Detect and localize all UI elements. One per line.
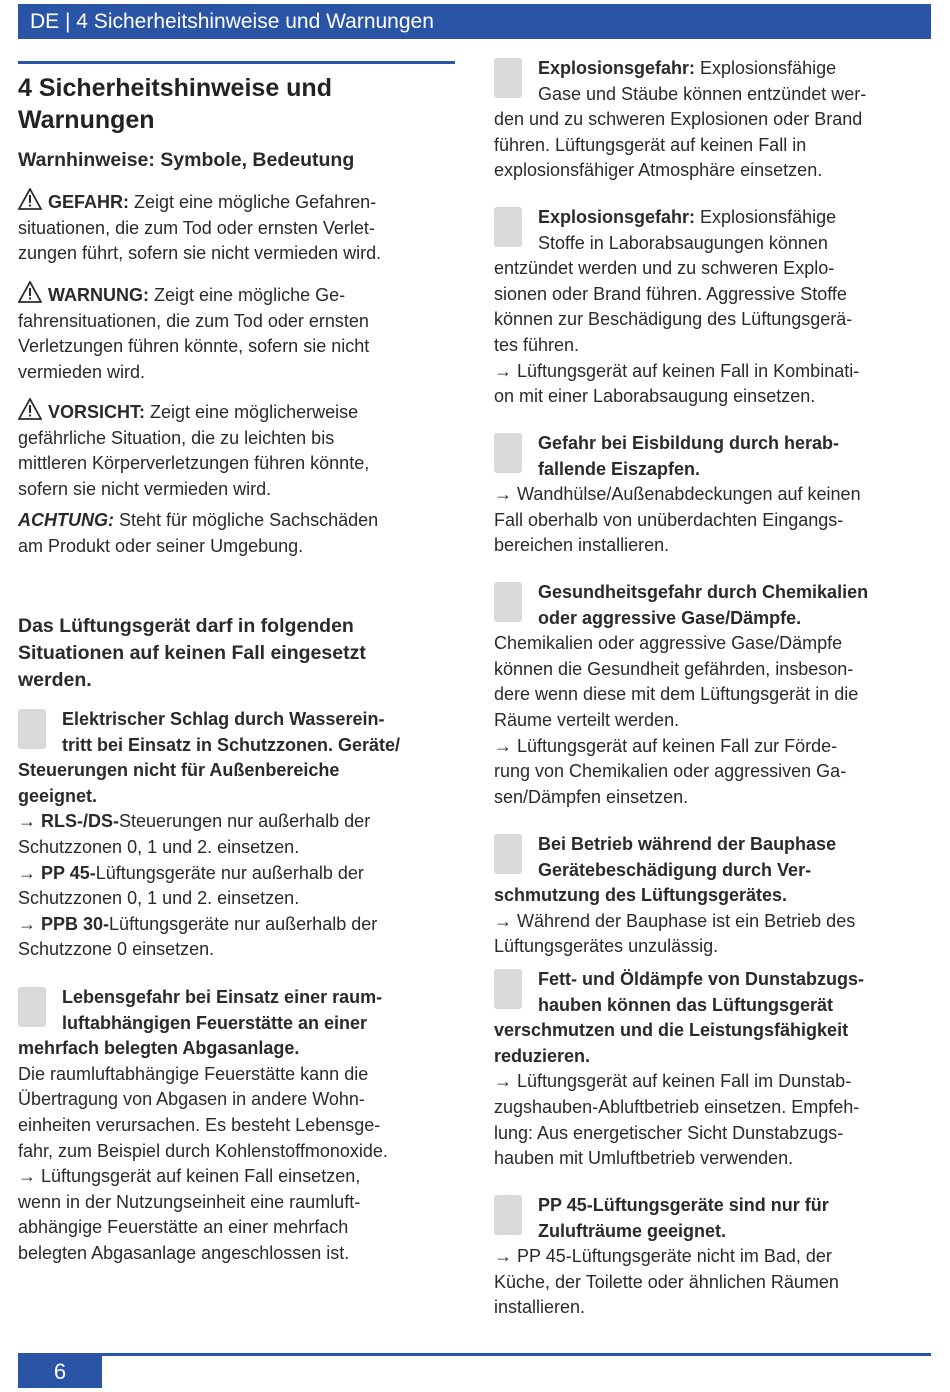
situations-heading-3: werden. xyxy=(18,669,92,691)
fett-heading-3: verschmutzen und die Leistungsfähigkeit xyxy=(494,1020,849,1041)
gefahr-text-2: situationen, die zum Tod oder ernsten Verlet- xyxy=(18,217,375,238)
explosion1-text-2: Gase und Stäube können entzündet wer- xyxy=(538,83,867,104)
eis-text-1: Wandhülse/Außenabdeckungen auf keinen xyxy=(512,484,861,505)
elektrisch-heading-4: geeignet. xyxy=(18,785,98,806)
vorsicht-text-3: mittleren Körperverletzungen führen könnte, xyxy=(18,453,370,474)
elektrisch-heading-2: tritt bei Einsatz in Schutzzonen. Geräte/ xyxy=(62,734,401,755)
explosion2-text-7: Lüftungsgerät auf keinen Fall in Kombinati- xyxy=(512,360,860,381)
warnung-text-2: fahrensituationen, die zum Tod oder ernsten xyxy=(18,310,369,331)
pp45-heading-1: PP 45-Lüftungsgeräte sind nur für xyxy=(538,1195,829,1215)
explosion2-text-1: Explosionsfähige xyxy=(695,207,837,227)
warning-symbol-placeholder-icon xyxy=(494,433,522,473)
gefahr-text-1: Zeigt eine mögliche Gefahren- xyxy=(129,192,377,212)
elektrisch-heading-3: Steuerungen nicht für Außenbereiche xyxy=(18,760,340,781)
eis-text-2: Fall oberhalb von unüberdachten Eingangs- xyxy=(494,509,844,530)
explosion2-text-6: tes führen. xyxy=(494,334,580,355)
warning-symbol-placeholder-icon xyxy=(494,58,522,98)
warning-triangle-icon xyxy=(18,281,42,303)
explosion1-text-4: führen. Lüftungsgerät auf keinen Fall in xyxy=(494,134,807,155)
fett-text-1: Lüftungsgerät auf keinen Fall im Dunstab- xyxy=(512,1071,852,1092)
pp45-heading-2: Zulufträume geeignet. xyxy=(538,1220,727,1241)
lebensgefahr-text-8: belegten Abgasanlage angeschlossen ist. xyxy=(18,1242,350,1263)
arrow-icon: → xyxy=(18,811,36,832)
warning-symbol-placeholder-icon xyxy=(18,709,46,749)
warning-triangle-icon xyxy=(18,398,42,420)
gefahr-paragraph xyxy=(18,188,455,267)
chemikalien-text-3: dere wenn diese mit dem Lüftungsgerät in die xyxy=(494,684,859,705)
pp45-text-2: Küche, der Toilette oder ähnlichen Räumen xyxy=(494,1271,839,1292)
warning-symbol-placeholder-icon xyxy=(494,582,522,622)
lebensgefahr-text-7: abhängige Feuerstätte an einer mehrfach xyxy=(18,1217,349,1238)
rls-ds-text: Steuerungen nur außerhalb der xyxy=(119,811,371,832)
warning-symbol-placeholder-icon xyxy=(494,834,522,874)
chapter-title xyxy=(18,72,455,136)
arrow-icon: → xyxy=(18,1166,36,1187)
warnung-label: WARNUNG: xyxy=(48,285,149,305)
explosion2-text-8: on mit einer Laborabsaugung einsetzen. xyxy=(494,386,816,407)
explosion2-text-2: Stoffe in Laborabsaugungen können xyxy=(538,232,828,253)
chemikalien-heading-2: oder aggressive Gase/Dämpfe. xyxy=(538,607,802,628)
warning-symbol-placeholder-icon xyxy=(494,969,522,1009)
footer-rule xyxy=(18,1353,931,1356)
explosion2-label: Explosionsgefahr: xyxy=(538,207,696,227)
explosion2-block xyxy=(494,205,931,410)
situations-heading-2: Situationen auf keinen Fall eingesetzt xyxy=(18,642,366,664)
explosion1-text-3: den und zu schweren Explosionen oder Brand xyxy=(494,109,863,130)
chemikalien-block xyxy=(494,580,931,810)
lebensgefahr-text-5: Lüftungsgerät auf keinen Fall einsetzen, xyxy=(36,1166,361,1187)
chemikalien-text-4: Räume verteilt werden. xyxy=(494,709,680,730)
chemikalien-heading-1: Gesundheitsgefahr durch Chemikalien xyxy=(538,582,869,602)
ppb30-text-2: Schutzzone 0 einsetzen. xyxy=(18,939,215,960)
fett-heading-1: Fett- und Öldämpfe von Dunstabzugs- xyxy=(538,969,864,989)
achtung-paragraph xyxy=(18,508,455,559)
lebensgefahr-heading-1: Lebensgefahr bei Einsatz einer raum- xyxy=(62,987,383,1007)
bauphase-heading-1: Bei Betrieb während der Bauphase xyxy=(538,834,837,854)
page-header xyxy=(18,4,931,39)
eis-text-3: bereichen installieren. xyxy=(494,535,670,556)
fett-text-2: zugshauben-Abluftbetrieb einsetzen. Empfeh- xyxy=(494,1096,860,1117)
explosion1-text-1: Explosionsfähige xyxy=(695,58,837,78)
explosion2-text-5: können zur Beschädigung des Lüftungsgerä- xyxy=(494,309,853,330)
lebensgefahr-block xyxy=(18,985,455,1267)
chemikalien-text-2: können die Gesundheit gefährden, insbeson- xyxy=(494,658,854,679)
warnung-paragraph xyxy=(18,281,455,385)
lebensgefahr-text-6: wenn in der Nutzungseinheit eine raumluft- xyxy=(18,1191,361,1212)
lebensgefahr-text-2: Übertragung von Abgasen in andere Wohn- xyxy=(18,1089,365,1110)
warning-symbol-placeholder-icon xyxy=(18,987,46,1027)
fett-block xyxy=(494,967,931,1172)
achtung-label: ACHTUNG: xyxy=(18,510,114,530)
fett-heading-2: hauben können das Lüftungsgerät xyxy=(538,994,834,1015)
achtung-text-2: am Produkt oder seiner Umgebung. xyxy=(18,535,304,556)
page-number xyxy=(18,1356,102,1388)
explosion2-text-4: sionen oder Brand führen. Aggressive Stoffe xyxy=(494,283,847,304)
arrow-icon: → xyxy=(494,484,512,505)
warning-triangle-icon xyxy=(18,188,42,210)
arrow-icon: → xyxy=(18,913,36,934)
rls-ds-text-2: Schutzzonen 0, 1 und 2. einsetzen. xyxy=(18,836,300,857)
arrow-icon: → xyxy=(494,1246,512,1267)
arrow-icon: → xyxy=(494,1071,512,1092)
elektrisch-block xyxy=(18,707,455,963)
vorsicht-text-4: sofern sie nicht vermieden wird. xyxy=(18,478,272,499)
warning-symbol-placeholder-icon xyxy=(494,207,522,247)
achtung-text-1: Steht für mögliche Sachschäden xyxy=(114,510,379,530)
explosion1-block xyxy=(494,56,931,184)
warnung-text-3: Verletzungen führen könnte, sofern sie nicht xyxy=(18,336,370,357)
vorsicht-text-1: Zeigt eine möglicherweise xyxy=(145,402,359,422)
fett-text-4: hauben mit Umluftbetrieb verwenden. xyxy=(494,1148,794,1169)
pp45-text-1: PP 45-Lüftungsgeräte nicht im Bad, der xyxy=(512,1246,832,1267)
header-title: DE | 4 Sicherheitshinweise und Warnungen xyxy=(30,10,434,33)
arrow-icon: → xyxy=(18,862,36,883)
pp45-text-2: Schutzzonen 0, 1 und 2. einsetzen. xyxy=(18,888,300,909)
chemikalien-text-7: sen/Dämpfen einsetzen. xyxy=(494,786,689,807)
fett-heading-4: reduzieren. xyxy=(494,1045,591,1066)
warnung-text-4: vermieden wird. xyxy=(18,361,146,382)
situations-heading-1: Das Lüftungsgerät darf in folgenden xyxy=(18,615,354,637)
lebensgefahr-text-4: fahr, zum Beispiel durch Kohlenstoffmonoxide. xyxy=(18,1140,388,1161)
arrow-icon: → xyxy=(494,360,512,381)
bauphase-heading-3: schmutzung des Lüftungsgerätes. xyxy=(494,885,788,906)
chemikalien-text-1: Chemikalien oder aggressive Gase/Dämpfe xyxy=(494,633,843,654)
elektrisch-heading-1: Elektrischer Schlag durch Wasserein- xyxy=(62,709,385,729)
bauphase-text-1: Während der Bauphase ist ein Betrieb des xyxy=(512,910,856,931)
pp45-text-3: installieren. xyxy=(494,1297,586,1318)
vorsicht-label: VORSICHT: xyxy=(48,402,146,422)
situations-heading xyxy=(18,613,455,694)
explosion1-text-5: explosionsfähiger Atmosphäre einsetzen. xyxy=(494,160,823,181)
vorsicht-paragraph xyxy=(18,398,455,502)
eis-heading-2: fallende Eiszapfen. xyxy=(538,458,701,479)
arrow-icon: → xyxy=(494,910,512,931)
section-rule xyxy=(18,61,455,64)
fett-text-3: lung: Aus energetischer Sicht Dunstabzugs- xyxy=(494,1122,844,1143)
pp45-block xyxy=(494,1193,931,1321)
eis-heading-1: Gefahr bei Eisbildung durch herab- xyxy=(538,433,840,453)
warning-symbol-placeholder-icon xyxy=(494,1195,522,1235)
ppb30-text: Lüftungsgeräte nur außerhalb der xyxy=(109,913,378,934)
explosion2-text-3: entzündet werden und zu schweren Explo- xyxy=(494,258,835,279)
page-number-text: 6 xyxy=(53,1359,67,1384)
rls-ds-label: RLS-/DS- xyxy=(41,811,120,832)
lebensgefahr-heading-2: luftabhängigen Feuerstätte an einer xyxy=(62,1012,368,1033)
eis-block xyxy=(494,431,931,559)
bauphase-block xyxy=(494,832,931,960)
vorsicht-text-2: gefährliche Situation, die zu leichten bis xyxy=(18,427,335,448)
gefahr-label: GEFAHR: xyxy=(48,192,129,212)
explosion1-label: Explosionsgefahr: xyxy=(538,58,696,78)
lebensgefahr-text-1: Die raumluftabhängige Feuerstätte kann die xyxy=(18,1063,369,1084)
gefahr-text-3: zungen führt, sofern sie nicht vermieden wird. xyxy=(18,243,382,264)
pp45-label: PP 45- xyxy=(41,862,96,883)
chemikalien-text-5: Lüftungsgerät auf keinen Fall zur Förde- xyxy=(512,735,838,756)
lebensgefahr-text-3: einheiten verursachen. Es besteht Lebensge- xyxy=(18,1114,381,1135)
arrow-icon: → xyxy=(494,735,512,756)
bauphase-heading-2: Gerätebeschädigung durch Ver- xyxy=(538,859,812,880)
chapter-title-line-2: Warnungen xyxy=(18,106,155,134)
ppb30-label: PPB 30- xyxy=(41,913,110,934)
bauphase-text-2: Lüftungsgerätes unzulässig. xyxy=(494,936,719,957)
chapter-title-line-1: 4 Sicherheitshinweise und xyxy=(18,74,332,102)
symbols-subtitle: Warnhinweise: Symbole, Bedeutung xyxy=(18,149,355,171)
chemikalien-text-6: rung von Chemikalien oder aggressiven Ga- xyxy=(494,761,847,782)
lebensgefahr-heading-3: mehrfach belegten Abgasanlage. xyxy=(18,1038,300,1059)
warnung-text-1: Zeigt eine mögliche Ge- xyxy=(149,285,346,305)
pp45-text: Lüftungsgeräte nur außerhalb der xyxy=(95,862,364,883)
